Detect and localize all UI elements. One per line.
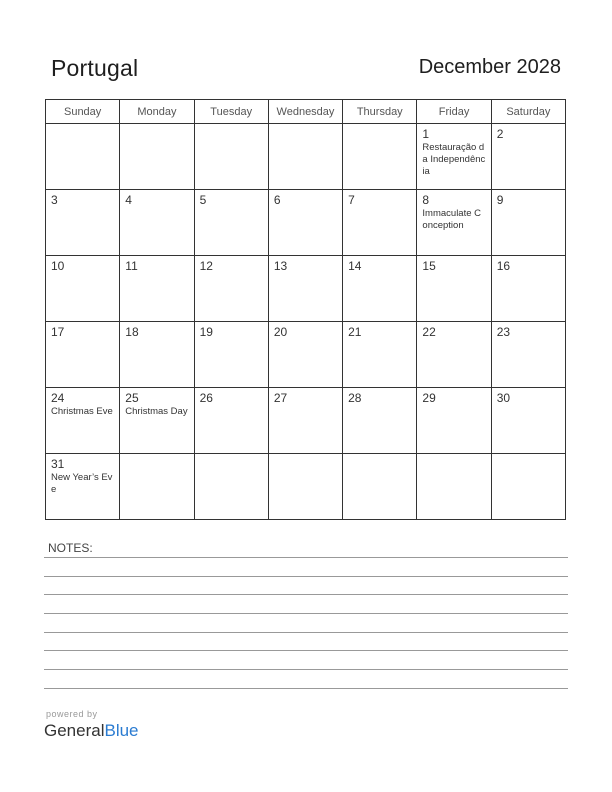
day-number: 10 xyxy=(51,259,65,273)
day-number: 26 xyxy=(199,391,213,405)
day-cell xyxy=(120,256,194,322)
day-number: 30 xyxy=(496,391,511,405)
note-line xyxy=(44,576,568,577)
day-cell xyxy=(343,256,417,322)
day-cell xyxy=(491,190,565,256)
note-line xyxy=(44,557,568,558)
day-cell xyxy=(343,388,417,454)
day-number: 1 xyxy=(422,127,430,141)
day-number: 11 xyxy=(125,259,138,273)
day-number: 22 xyxy=(422,325,436,339)
calendar-grid xyxy=(45,99,566,520)
day-cell xyxy=(343,124,417,190)
day-number: 31 xyxy=(51,457,65,471)
day-cell xyxy=(194,124,268,190)
week-row xyxy=(46,454,566,520)
day-number: 18 xyxy=(125,325,139,339)
day-cell xyxy=(268,124,342,190)
day-number: 29 xyxy=(422,391,436,405)
day-number: 8 xyxy=(422,193,430,207)
day-cell xyxy=(343,190,417,256)
day-cell xyxy=(120,454,194,520)
day-number: 19 xyxy=(199,325,213,339)
holiday-label: Christmas Eve xyxy=(51,406,113,417)
weekday-header: Wednesday xyxy=(268,100,342,124)
weekday-header: Friday xyxy=(417,100,491,124)
day-cell xyxy=(120,322,194,388)
weekday-header: Saturday xyxy=(491,100,565,124)
day-number: 21 xyxy=(348,325,362,339)
day-cell xyxy=(417,124,491,190)
day-cell xyxy=(417,256,491,322)
day-number: 15 xyxy=(422,259,436,273)
day-number: 2 xyxy=(496,127,504,141)
week-row xyxy=(46,256,566,322)
weekday-header: Tuesday xyxy=(194,100,268,124)
holiday-label: Restauração da Independência xyxy=(422,142,486,177)
day-cell xyxy=(268,322,342,388)
day-cell xyxy=(46,190,120,256)
day-cell xyxy=(46,388,120,454)
weekday-header: Sunday xyxy=(46,100,120,124)
day-number: 24 xyxy=(51,391,65,405)
day-number: 23 xyxy=(496,325,511,339)
day-cell xyxy=(120,124,194,190)
weekday-header: Thursday xyxy=(343,100,417,124)
day-cell xyxy=(46,454,120,520)
day-cell xyxy=(120,190,194,256)
day-number: 9 xyxy=(496,193,504,207)
note-line xyxy=(44,688,568,689)
week-row xyxy=(46,388,566,454)
note-line xyxy=(44,632,568,633)
day-cell xyxy=(491,322,565,388)
day-cell xyxy=(491,388,565,454)
week-row xyxy=(46,190,566,256)
day-number: 14 xyxy=(348,259,362,273)
month-year-title: December 2028 xyxy=(418,56,561,78)
day-cell xyxy=(343,454,417,520)
holiday-label: Christmas Day xyxy=(125,406,188,417)
brand-logo[interactable] xyxy=(44,721,139,741)
day-cell xyxy=(194,190,268,256)
brand-blue: Blue xyxy=(104,721,139,740)
day-cell xyxy=(491,124,565,190)
weekday-header-row xyxy=(46,100,566,124)
day-cell xyxy=(268,388,342,454)
notes-label: NOTES: xyxy=(48,541,93,555)
day-number: 16 xyxy=(496,259,511,273)
day-cell xyxy=(417,190,491,256)
day-cell xyxy=(194,454,268,520)
holiday-label: Immaculate Conception xyxy=(422,208,482,231)
day-number: 13 xyxy=(273,259,288,273)
day-cell xyxy=(343,322,417,388)
day-number: 12 xyxy=(199,259,213,273)
day-cell xyxy=(268,454,342,520)
day-cell xyxy=(268,190,342,256)
note-line xyxy=(44,594,568,595)
day-cell xyxy=(417,388,491,454)
note-line xyxy=(44,650,568,651)
day-cell xyxy=(491,454,565,520)
day-cell xyxy=(46,124,120,190)
day-number: 17 xyxy=(51,325,65,339)
brand-general: General xyxy=(44,721,105,740)
day-cell xyxy=(194,388,268,454)
day-cell xyxy=(417,322,491,388)
weekday-header: Monday xyxy=(120,100,194,124)
day-number: 5 xyxy=(199,193,207,207)
day-cell xyxy=(417,454,491,520)
day-cell xyxy=(46,322,120,388)
powered-by-text: powered by xyxy=(46,709,98,719)
day-number: 4 xyxy=(125,193,132,207)
day-number: 25 xyxy=(125,391,139,405)
week-row xyxy=(46,322,566,388)
day-cell xyxy=(268,256,342,322)
country-title: Portugal xyxy=(51,55,139,81)
day-number: 7 xyxy=(348,193,355,207)
note-line xyxy=(44,613,568,614)
day-cell xyxy=(194,256,268,322)
day-number: 28 xyxy=(348,391,362,405)
note-line xyxy=(44,669,568,670)
day-cell xyxy=(46,256,120,322)
day-number: 3 xyxy=(51,193,58,207)
day-cell xyxy=(194,322,268,388)
day-number: 6 xyxy=(273,193,281,207)
holiday-label: New Year’s Eve xyxy=(51,472,113,495)
day-number: 27 xyxy=(273,391,288,405)
day-cell xyxy=(120,388,194,454)
day-number: 20 xyxy=(273,325,288,339)
week-row xyxy=(46,124,566,190)
day-cell xyxy=(491,256,565,322)
